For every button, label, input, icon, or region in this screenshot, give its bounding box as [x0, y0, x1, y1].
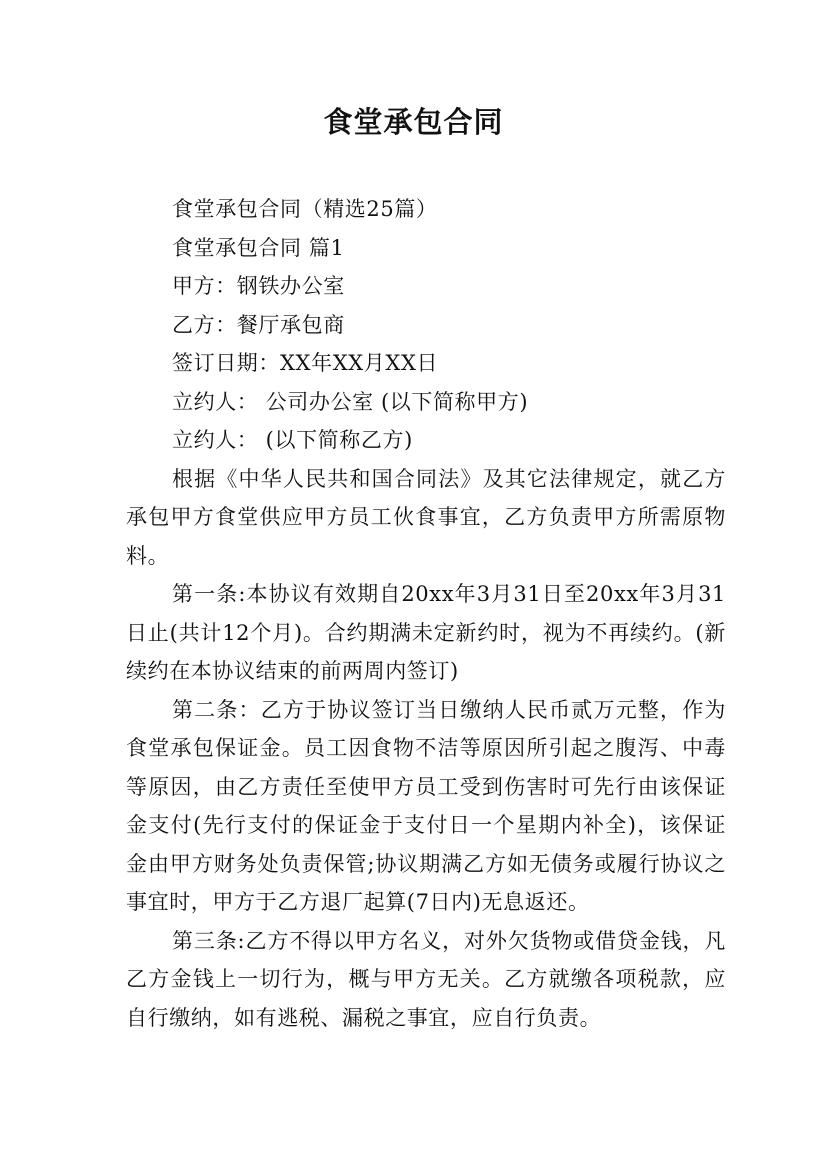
paragraph-legal-basis: 根据《中华人民共和国合同法》及其它法律规定，就乙方承包甲方食堂供应甲方员工伙食事宜，乙方负责甲方所需原物料。 [126, 466, 726, 568]
paragraph-signing-date: 签订日期：XX年XX月XX日 [172, 351, 439, 375]
paragraph-collection-title: 食堂承包合同（精选25篇） [172, 197, 438, 221]
paragraph-party-b: 乙方：餐厅承包商 [172, 312, 345, 337]
paragraph-article-3: 第三条:乙方不得以甲方名义，对外欠货物或借贷金钱，凡乙方金钱上一切行为，概与甲方无关。乙方就缴各项税款，应自行缴纳，如有逃税、漏税之事宜，应自行负责。 [126, 928, 726, 1030]
paragraph-article-2: 第二条：乙方于协议签订当日缴纳人民币贰万元整，作为食堂承包保证金。员工因食物不洁等原因所引起之腹泻、中毒等原因，由乙方责任至使甲方员工受到伤害时可先行由该保证金支付(先行支付的保证金于支付日一个星期内补全)，该保证金由甲方财务处负责保管;协议期满乙方如无债务或履行协议之事宜时，甲方于乙方退厂起算(7日内)无息返还。 [126, 697, 726, 914]
paragraph-party-a: 甲方：钢铁办公室 [172, 274, 345, 298]
document-body [126, 190, 726, 1037]
paragraph-signatory-b: 立约人： (以下简称乙方) [172, 428, 413, 452]
paragraph-signatory-a: 立约人： 公司办公室 (以下简称甲方) [172, 389, 529, 414]
paragraph-article-1: 第一条:本协议有效期自20xx年3月31日至20xx年3月31日止(共计12个月)。合约期满未定新约时，视为不再续约。(新续约在本协议结束的前两周内签订) [126, 582, 726, 683]
document-title: 食堂承包合同 [323, 105, 504, 139]
paragraph-contract-heading: 食堂承包合同 篇1 [172, 235, 345, 260]
